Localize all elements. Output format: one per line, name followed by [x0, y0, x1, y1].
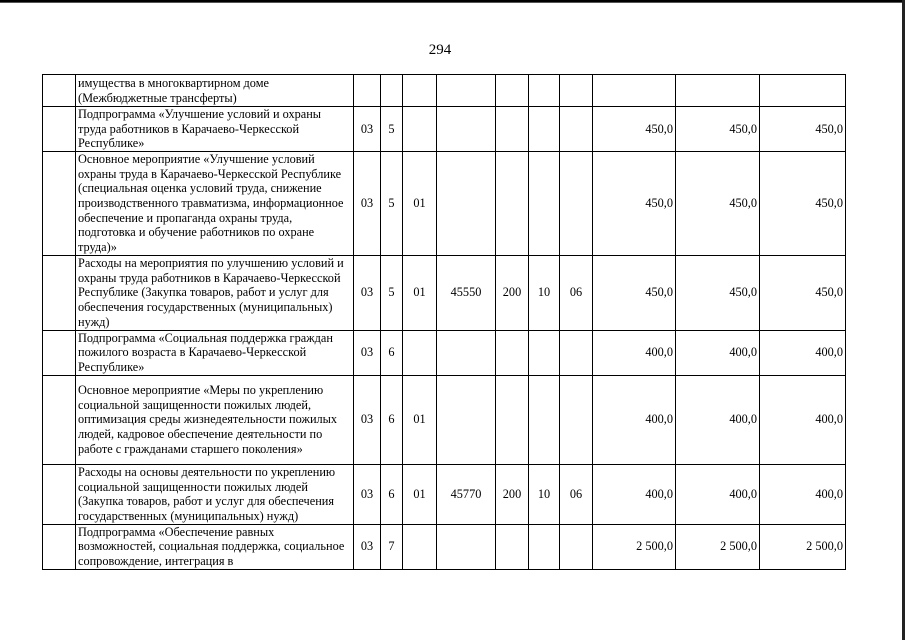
amount-year-2-cell: 450,0: [676, 255, 760, 330]
table-row: [43, 375, 846, 464]
code-expense-type-cell: [496, 107, 529, 152]
code-direction-cell: [437, 330, 496, 375]
code-section-cell: [529, 375, 560, 464]
item-name-cell: Подпрограмма «Улучшение условий и охраны труда работников в Карачаево-Черкесской Республике»: [76, 107, 354, 152]
row-number-cell: [43, 107, 76, 152]
table-row: [43, 464, 846, 524]
code-direction-cell: [437, 75, 496, 107]
code-program-cell: 03: [354, 255, 381, 330]
table-row: [43, 107, 846, 152]
amount-year-2-cell: 400,0: [676, 375, 760, 464]
amount-year-1-cell: 400,0: [593, 375, 676, 464]
row-number-cell: [43, 330, 76, 375]
code-subsection-cell: [560, 524, 593, 569]
code-section-cell: [529, 330, 560, 375]
table-row: [43, 151, 846, 255]
code-program-cell: 03: [354, 151, 381, 255]
code-program-cell: 03: [354, 330, 381, 375]
code-activity-cell: 01: [403, 255, 437, 330]
amount-year-2-cell: 400,0: [676, 464, 760, 524]
amount-year-3-cell: 400,0: [760, 375, 846, 464]
code-expense-type-cell: [496, 151, 529, 255]
code-expense-type-cell: [496, 330, 529, 375]
amount-year-1-cell: 450,0: [593, 107, 676, 152]
amount-year-3-cell: 2 500,0: [760, 524, 846, 569]
amount-year-2-cell: 400,0: [676, 330, 760, 375]
table-row: [43, 75, 846, 107]
code-activity-cell: [403, 75, 437, 107]
code-subsection-cell: [560, 107, 593, 152]
amount-year-1-cell: 400,0: [593, 464, 676, 524]
code-subsection-cell: [560, 151, 593, 255]
amount-year-3-cell: [760, 75, 846, 107]
code-activity-cell: [403, 330, 437, 375]
code-direction-cell: 45550: [437, 255, 496, 330]
code-expense-type-cell: 200: [496, 464, 529, 524]
amount-year-3-cell: 450,0: [760, 151, 846, 255]
code-direction-cell: 45770: [437, 464, 496, 524]
code-program-cell: 03: [354, 524, 381, 569]
code-subprogram-cell: 6: [381, 464, 403, 524]
code-subsection-cell: 06: [560, 464, 593, 524]
item-name-cell: Подпрограмма «Социальная поддержка граждан пожилого возраста в Карачаево-Черкесской Республике»: [76, 330, 354, 375]
code-direction-cell: [437, 107, 496, 152]
code-program-cell: [354, 75, 381, 107]
code-expense-type-cell: [496, 524, 529, 569]
item-name-cell: Расходы на мероприятия по улучшению условий и охраны труда работников в Карачаево-Черкесской Республике (Закупка товаров, работ и услуг для обеспечения государственных (муниципальных) нужд): [76, 255, 354, 330]
amount-year-2-cell: 2 500,0: [676, 524, 760, 569]
code-subsection-cell: [560, 375, 593, 464]
table-row: [43, 255, 846, 330]
code-expense-type-cell: 200: [496, 255, 529, 330]
amount-year-3-cell: 450,0: [760, 255, 846, 330]
code-subprogram-cell: 6: [381, 375, 403, 464]
code-section-cell: [529, 151, 560, 255]
item-name-cell: имущества в многоквартирном доме (Межбюджетные трансферты): [76, 75, 354, 107]
table-row: [43, 524, 846, 569]
code-activity-cell: [403, 107, 437, 152]
code-program-cell: 03: [354, 375, 381, 464]
item-name-cell: Подпрограмма «Обеспечение равных возможностей, социальная поддержка, социальное сопровождение, интеграция в: [76, 524, 354, 569]
code-section-cell: 10: [529, 255, 560, 330]
code-subsection-cell: [560, 330, 593, 375]
code-expense-type-cell: [496, 75, 529, 107]
code-direction-cell: [437, 151, 496, 255]
scan-border-top: [0, 0, 905, 4]
code-program-cell: 03: [354, 464, 381, 524]
item-name-cell: Основное мероприятие «Меры по укреплению социальной защищенности пожилых людей, оптимизация среды жизнедеятельности пожилых людей, кадровое обеспечение деятельности по работе с гражданами старшего поколения»: [76, 375, 354, 464]
code-subprogram-cell: [381, 75, 403, 107]
code-section-cell: [529, 524, 560, 569]
amount-year-1-cell: 450,0: [593, 151, 676, 255]
code-section-cell: [529, 107, 560, 152]
row-number-cell: [43, 75, 76, 107]
amount-year-2-cell: [676, 75, 760, 107]
code-subsection-cell: 06: [560, 255, 593, 330]
code-subsection-cell: [560, 75, 593, 107]
code-activity-cell: [403, 524, 437, 569]
code-program-cell: 03: [354, 107, 381, 152]
amount-year-2-cell: 450,0: [676, 107, 760, 152]
code-subprogram-cell: 6: [381, 330, 403, 375]
code-subprogram-cell: 5: [381, 107, 403, 152]
code-direction-cell: [437, 375, 496, 464]
row-number-cell: [43, 151, 76, 255]
code-activity-cell: 01: [403, 464, 437, 524]
item-name-cell: Расходы на основы деятельности по укреплению социальной защищенности пожилых людей (Закупка товаров, работ и услуг для обеспечения государственных (муниципальных) нужд): [76, 464, 354, 524]
row-number-cell: [43, 464, 76, 524]
row-number-cell: [43, 524, 76, 569]
amount-year-1-cell: 2 500,0: [593, 524, 676, 569]
amount-year-1-cell: 450,0: [593, 255, 676, 330]
amount-year-3-cell: 450,0: [760, 107, 846, 152]
code-subprogram-cell: 5: [381, 255, 403, 330]
budget-table: [42, 74, 846, 570]
amount-year-2-cell: 450,0: [676, 151, 760, 255]
code-subprogram-cell: 7: [381, 524, 403, 569]
amount-year-3-cell: 400,0: [760, 330, 846, 375]
code-direction-cell: [437, 524, 496, 569]
row-number-cell: [43, 255, 76, 330]
code-section-cell: 10: [529, 464, 560, 524]
code-activity-cell: 01: [403, 375, 437, 464]
item-name-cell: Основное мероприятие «Улучшение условий охраны труда в Карачаево-Черкесской Республике (специальная оценка условий труда, снижение производственного травматизма, информационное обеспечение и пропаганда охраны труда, подготовка и обучение работников по охране труда)»: [76, 151, 354, 255]
code-section-cell: [529, 75, 560, 107]
amount-year-1-cell: [593, 75, 676, 107]
code-subprogram-cell: 5: [381, 151, 403, 255]
amount-year-3-cell: 400,0: [760, 464, 846, 524]
code-expense-type-cell: [496, 375, 529, 464]
page-number: 294: [428, 42, 452, 58]
code-activity-cell: 01: [403, 151, 437, 255]
row-number-cell: [43, 375, 76, 464]
amount-year-1-cell: 400,0: [593, 330, 676, 375]
table-row: [43, 330, 846, 375]
